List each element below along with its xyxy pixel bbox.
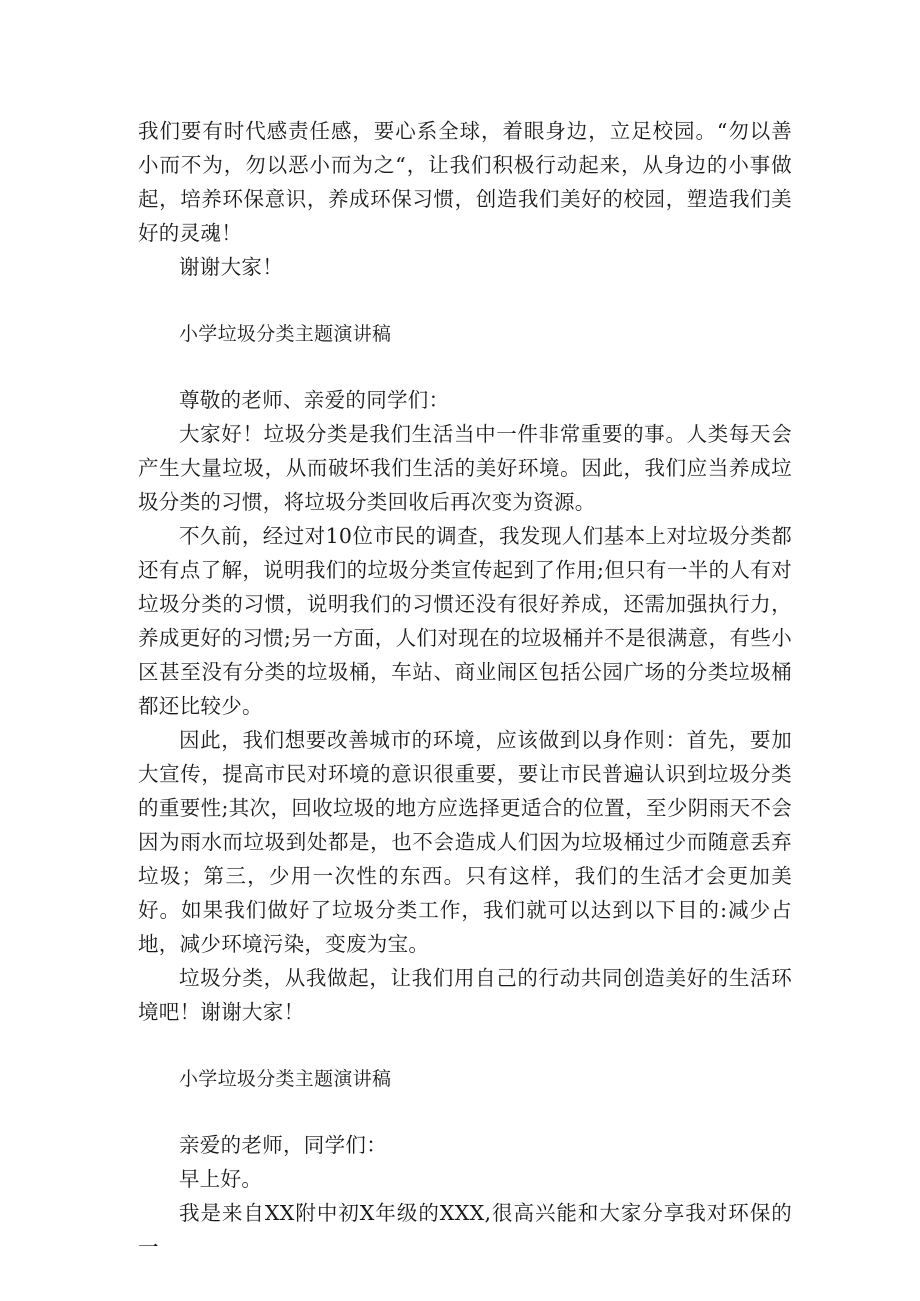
- speech-1-title: 小学垃圾分类主题演讲稿: [179, 323, 392, 345]
- speech-1-paragraph: 不久前，经过对10位市民的调查，我发现人们基本上对垃圾分类都还有点了解，说明我们的垃圾分类宣传起到了作用;但只有一半的人有对垃圾分类的习惯，说明我们的习惯还没有很好养成，还需加强执行力，养成更好的习惯;另一方面，人们对现在的垃圾桶并不是很满意，有些小区甚至没有分类的垃圾桶，车站、商业闹区包括公园广场的分类垃圾桶都还比较少。: [138, 524, 792, 718]
- speech-2-title: 小学垃圾分类主题演讲稿: [179, 1068, 392, 1090]
- closing-thanks: 谢谢大家！: [179, 255, 283, 279]
- speech-1-salutation: 尊敬的老师、亲爱的同学们：: [179, 388, 450, 412]
- speech-1-paragraph: 垃圾分类，从我做起，让我们用自己的行动共同创造美好的生活环境吧！谢谢大家！: [138, 966, 792, 1024]
- speech-1-paragraph: 大家好！垃圾分类是我们生活当中一件非常重要的事。人类每天会产生大量垃圾，从而破坏我们生活的美好环境。因此，我们应当养成垃圾分类的习惯，将垃圾分类回收后再次变为资源。: [138, 422, 792, 514]
- speech-2-intro: 我是来自XX附中初X年级的XXX,很高兴能和大家分享我对环保的一: [138, 1201, 792, 1259]
- speech-2-salutation: 亲爱的老师，同学们：: [179, 1133, 387, 1157]
- speech-2-greeting: 早上好。: [179, 1167, 263, 1191]
- speech-1-paragraph: 因此，我们想要改善城市的环境，应该做到以身作则：首先，要加大宣传，提高市民对环境的意识很重要，要让市民普遍认识到垃圾分类的重要性;其次，回收垃圾的地方应选择更适合的位置，至少阴雨天不会因为雨水而垃圾到处都是，也不会造成人们因为垃圾桶过少而随意丢弃垃圾；第三，少用一次性的东西。只有这样，我们的生活才会更加美好。如果我们做好了垃圾分类工作，我们就可以达到以下目的:减少占地，减少环境污染，变废为宝。: [138, 728, 792, 956]
- document-body: [138, 114, 792, 1264]
- continued-paragraph: 我们要有时代感责任感，要心系全球，着眼身边，立足校园。“勿以善小而不为，勿以恶小而为之“，让我们积极行动起来，从身边的小事做起，培养环保意识，养成环保习惯，创造我们美好的校园，塑造我们美好的灵魂！: [138, 119, 792, 245]
